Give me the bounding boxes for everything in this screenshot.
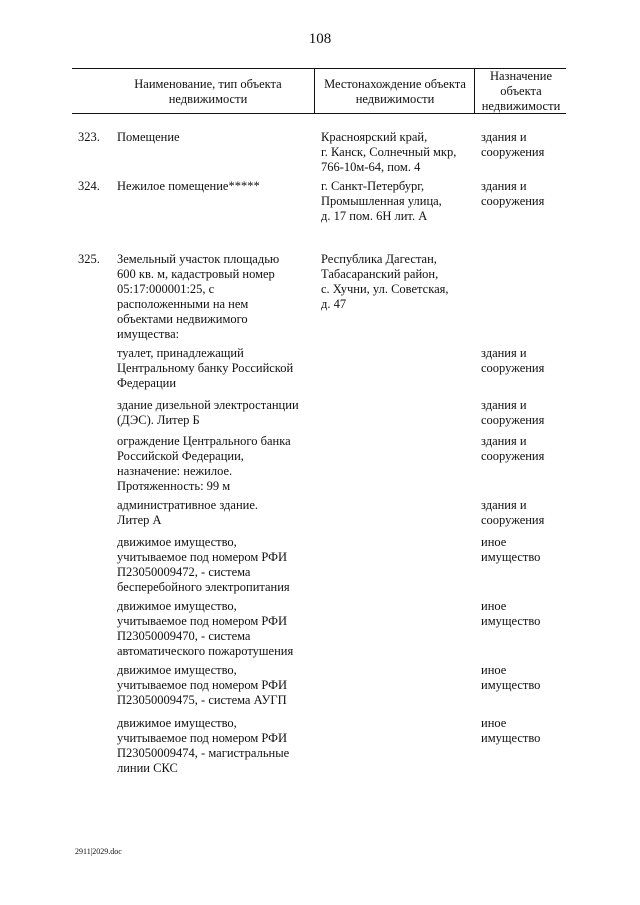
- subitem-purpose: здания и сооружения: [481, 498, 545, 527]
- footer-doc-reference: 2911|2029.doc: [75, 847, 122, 856]
- subitem-purpose: иное имущество: [481, 663, 541, 692]
- subitem-name: туалет, принадлежащий Центральному банку Российской Федерации: [117, 346, 294, 390]
- subitem-purpose: здания и сооружения: [481, 398, 545, 427]
- subitem-name: здание дизельной электростанции (ДЭС). Литер Б: [117, 398, 299, 427]
- row-location: Республика Дагестан, Табасаранский район, с. Хучни, ул. Советская, д. 47: [321, 252, 449, 311]
- row-purpose: здания и сооружения: [481, 179, 545, 208]
- subitem-purpose: иное имущество: [481, 535, 541, 564]
- row-location: Красноярский край, г. Канск, Солнечный мкр, 766-10м-64, пом. 4: [321, 130, 457, 174]
- subitem-name: движимое имущество, учитываемое под номером РФИ П23050009472, - система бесперебойного электропитания: [117, 535, 290, 594]
- row-name: Нежилое помещение*****: [117, 179, 260, 193]
- row-location: г. Санкт-Петербург, Промышленная улица, д. 17 пом. 6Н лит. А: [321, 179, 442, 223]
- subitem-name: движимое имущество, учитываемое под номером РФИ П23050009470, - система автоматического пожаротушения: [117, 599, 294, 658]
- subitem-purpose: иное имущество: [481, 599, 541, 628]
- column-divider-1: [314, 68, 315, 113]
- header-name-column: Наименование, тип объекта недвижимости: [134, 77, 282, 106]
- row-number: 324.: [78, 179, 100, 193]
- column-divider-2: [474, 68, 475, 113]
- row-number: 323.: [78, 130, 100, 144]
- subitem-name: движимое имущество, учитываемое под номером РФИ П23050009475, - система АУГП: [117, 663, 288, 707]
- header-location-column: Местонахождение объекта недвижимости: [324, 77, 466, 106]
- row-name: Земельный участок площадью 600 кв. м, кадастровый номер 05:17:000001:25, с расположенными на нем объектами недвижимого имущества:: [117, 252, 280, 341]
- row-purpose: здания и сооружения: [481, 130, 545, 159]
- subitem-name: ограждение Центрального банка Российской Федерации, назначение: нежилое. Протяженность: 99 м: [117, 434, 291, 493]
- subitem-purpose: здания и сооружения: [481, 346, 545, 375]
- subitem-purpose: иное имущество: [481, 716, 541, 745]
- row-name: Помещение: [117, 130, 180, 144]
- row-number: 325.: [78, 252, 100, 266]
- subitem-name: движимое имущество, учитываемое под номером РФИ П23050009474, - магистральные линии СКС: [117, 716, 290, 775]
- page-number: 108: [308, 31, 332, 47]
- subitem-name: административное здание. Литер А: [117, 498, 259, 527]
- header-purpose-column: Назначение объекта недвижимости: [481, 69, 561, 113]
- subitem-purpose: здания и сооружения: [481, 434, 545, 463]
